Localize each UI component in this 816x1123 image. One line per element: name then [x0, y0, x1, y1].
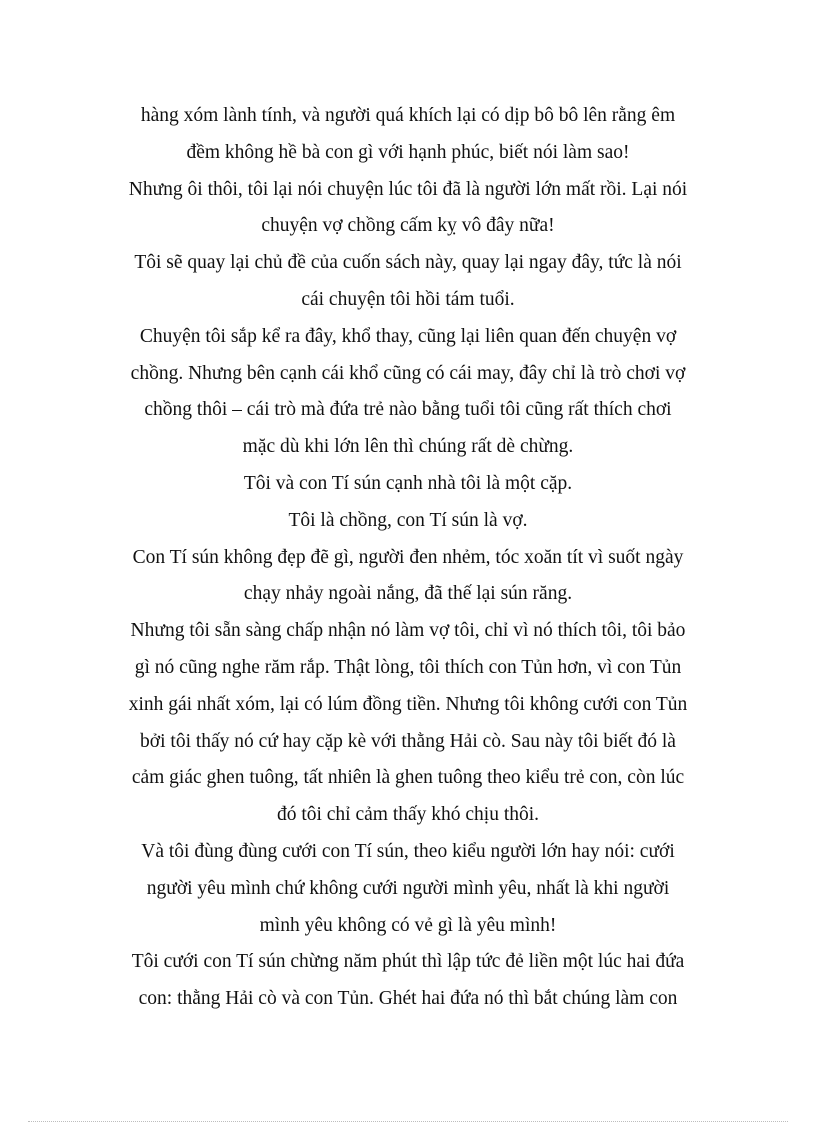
text-line: đềm không hề bà con gì với hạnh phúc, biết nói làm sao! — [186, 141, 630, 163]
text-line: xinh gái nhất xóm, lại có lúm đồng tiền. Nhưng tôi không cưới con Tủn — [128, 693, 688, 715]
text-line: gì nó cũng nghe răm rắp. Thật lòng, tôi thích con Tủn hơn, vì con Tủn — [134, 656, 682, 678]
text-line: Tôi là chồng, con Tí sún là vợ. — [288, 509, 528, 531]
body-text — [108, 98, 708, 1018]
text-line: chồng thôi – cái trò mà đứa trẻ nào bằng tuổi tôi cũng rất thích chơi — [144, 399, 672, 421]
text-line: chồng. Nhưng bên cạnh cái khổ cũng có cái may, đây chỉ là trò chơi vợ — [130, 362, 686, 384]
text-line: bởi tôi thấy nó cứ hay cặp kè với thằng Hải cò. Sau này tôi biết đó là — [140, 730, 676, 752]
text-line: chuyện vợ chồng cấm kỵ vô đây nữa! — [261, 215, 555, 237]
page-bottom-divider — [28, 1121, 788, 1122]
text-line: Tôi và con Tí sún cạnh nhà tôi là một cặp. — [243, 472, 573, 494]
text-line: Con Tí sún không đẹp đẽ gì, người đen nhẻm, tóc xoăn tít vì suốt ngày — [132, 546, 684, 568]
text-line: Tôi sẽ quay lại chủ đề của cuốn sách này, quay lại ngay đây, tức là nói — [134, 252, 682, 274]
text-line: người yêu mình chứ không cưới người mình yêu, nhất là khi người — [146, 877, 670, 899]
text-line: hàng xóm lành tính, và người quá khích lại có dịp bô bô lên rằng êm — [140, 105, 676, 126]
text-line: Nhưng tôi sẵn sàng chấp nhận nó làm vợ tôi, chỉ vì nó thích tôi, tôi bảo — [130, 620, 686, 642]
text-line: chạy nhảy ngoài nắng, đã thế lại sún răng. — [243, 583, 573, 605]
text-line: đó tôi chỉ cảm thấy khó chịu thôi. — [276, 804, 540, 826]
text-line: cảm giác ghen tuông, tất nhiên là ghen tuông theo kiểu trẻ con, còn lúc — [131, 767, 685, 789]
text-line: con: thằng Hải cò và con Tủn. Ghét hai đứa nó thì bắt chúng làm con — [138, 988, 678, 1010]
text-line: mình yêu không có vẻ gì là yêu mình! — [259, 914, 557, 936]
text-line: mặc dù khi lớn lên thì chúng rất dè chừng. — [242, 436, 574, 458]
text-line: Chuyện tôi sắp kể ra đây, khổ thay, cũng lại liên quan đến chuyện vợ — [139, 325, 677, 347]
text-line: Tôi cưới con Tí sún chừng năm phút thì lập tức đẻ liền một lúc hai đứa — [131, 951, 685, 973]
text-line: cái chuyện tôi hồi tám tuổi. — [301, 288, 515, 310]
text-line: Nhưng ôi thôi, tôi lại nói chuyện lúc tôi đã là người lớn mất rồi. Lại nói — [128, 178, 688, 200]
text-line: Và tôi đùng đùng cưới con Tí sún, theo kiểu người lớn hay nói: cưới — [141, 840, 675, 862]
